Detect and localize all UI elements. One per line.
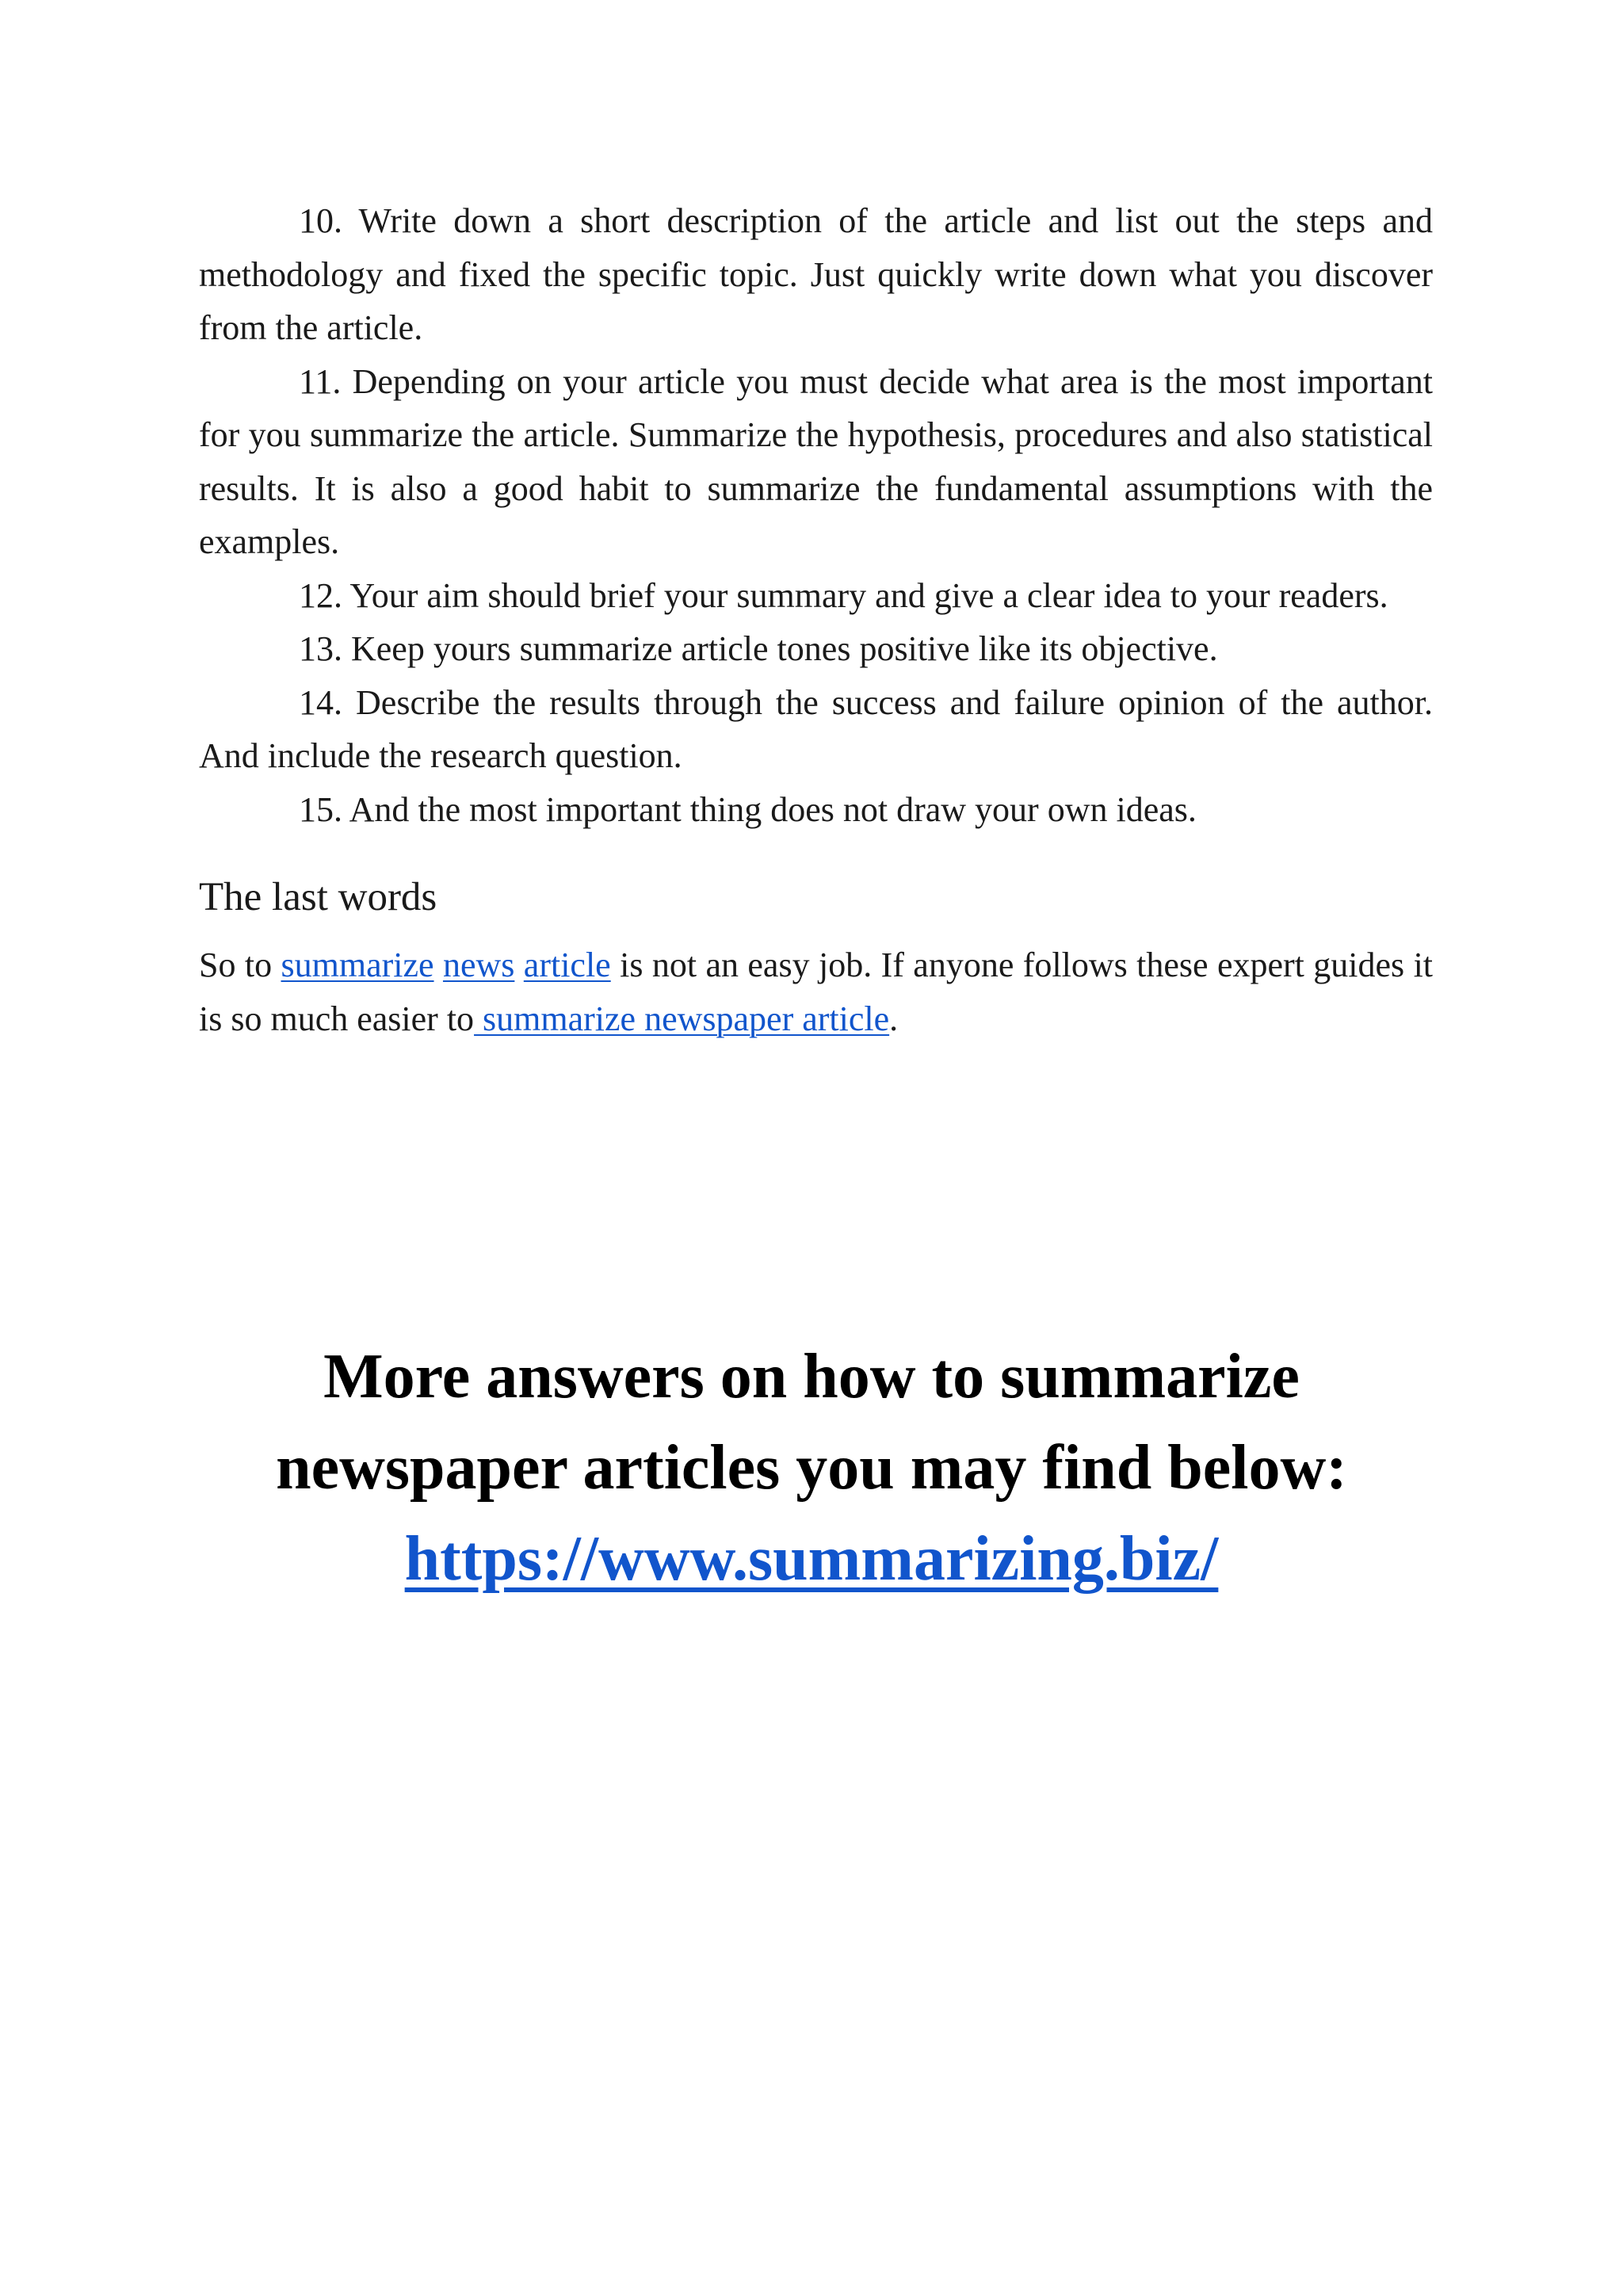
step-13: 13. Keep yours summarize article tones positive like its objective. (299, 629, 1218, 668)
last-words-heading: The last words (199, 875, 437, 919)
closing-text-end: . (889, 999, 899, 1038)
cta-line-1: More answers on how to summarize (323, 1342, 1300, 1412)
step-11: 11. Depending on your article you must decide what area is the most important for you summarize the article. Summarize the hypothesis, procedures and also statistical results. It is also a good habit to summarize the fundamental assumptions with the examples. (199, 361, 1433, 561)
news-link[interactable]: news (442, 946, 515, 984)
cta-block (0, 1331, 1623, 1605)
step-14: 14. Describe the results through the success and failure opinion of the author. And include the research question. (199, 682, 1433, 775)
summarize-newspaper-article-link[interactable]: summarize newspaper article (474, 999, 890, 1038)
step-10: 10. Write down a short description of the article and list out the steps and methodology and fixed the specific topic. Just quickly write down what you discover from the article. (199, 201, 1433, 347)
steps-list (199, 194, 1433, 836)
cta-line-2: newspaper articles you may find below: (276, 1433, 1347, 1503)
closing-paragraph (199, 938, 1433, 1045)
step-15: 15. And the most important thing does not draw your own ideas. (299, 789, 1197, 829)
step-12: 12. Your aim should brief your summary and give a clear idea to your readers. (299, 575, 1388, 615)
summarize-link[interactable]: summarize (281, 946, 434, 984)
article-link[interactable]: article (523, 946, 611, 984)
closing-text-middle: is not an easy job. If anyone follows these expert guides it is so much easier to (199, 946, 1434, 1038)
cta-url-link[interactable]: https://www.summarizing.biz/ (404, 1524, 1219, 1594)
closing-text-before: So to (199, 946, 281, 984)
document-page (199, 194, 1433, 1045)
